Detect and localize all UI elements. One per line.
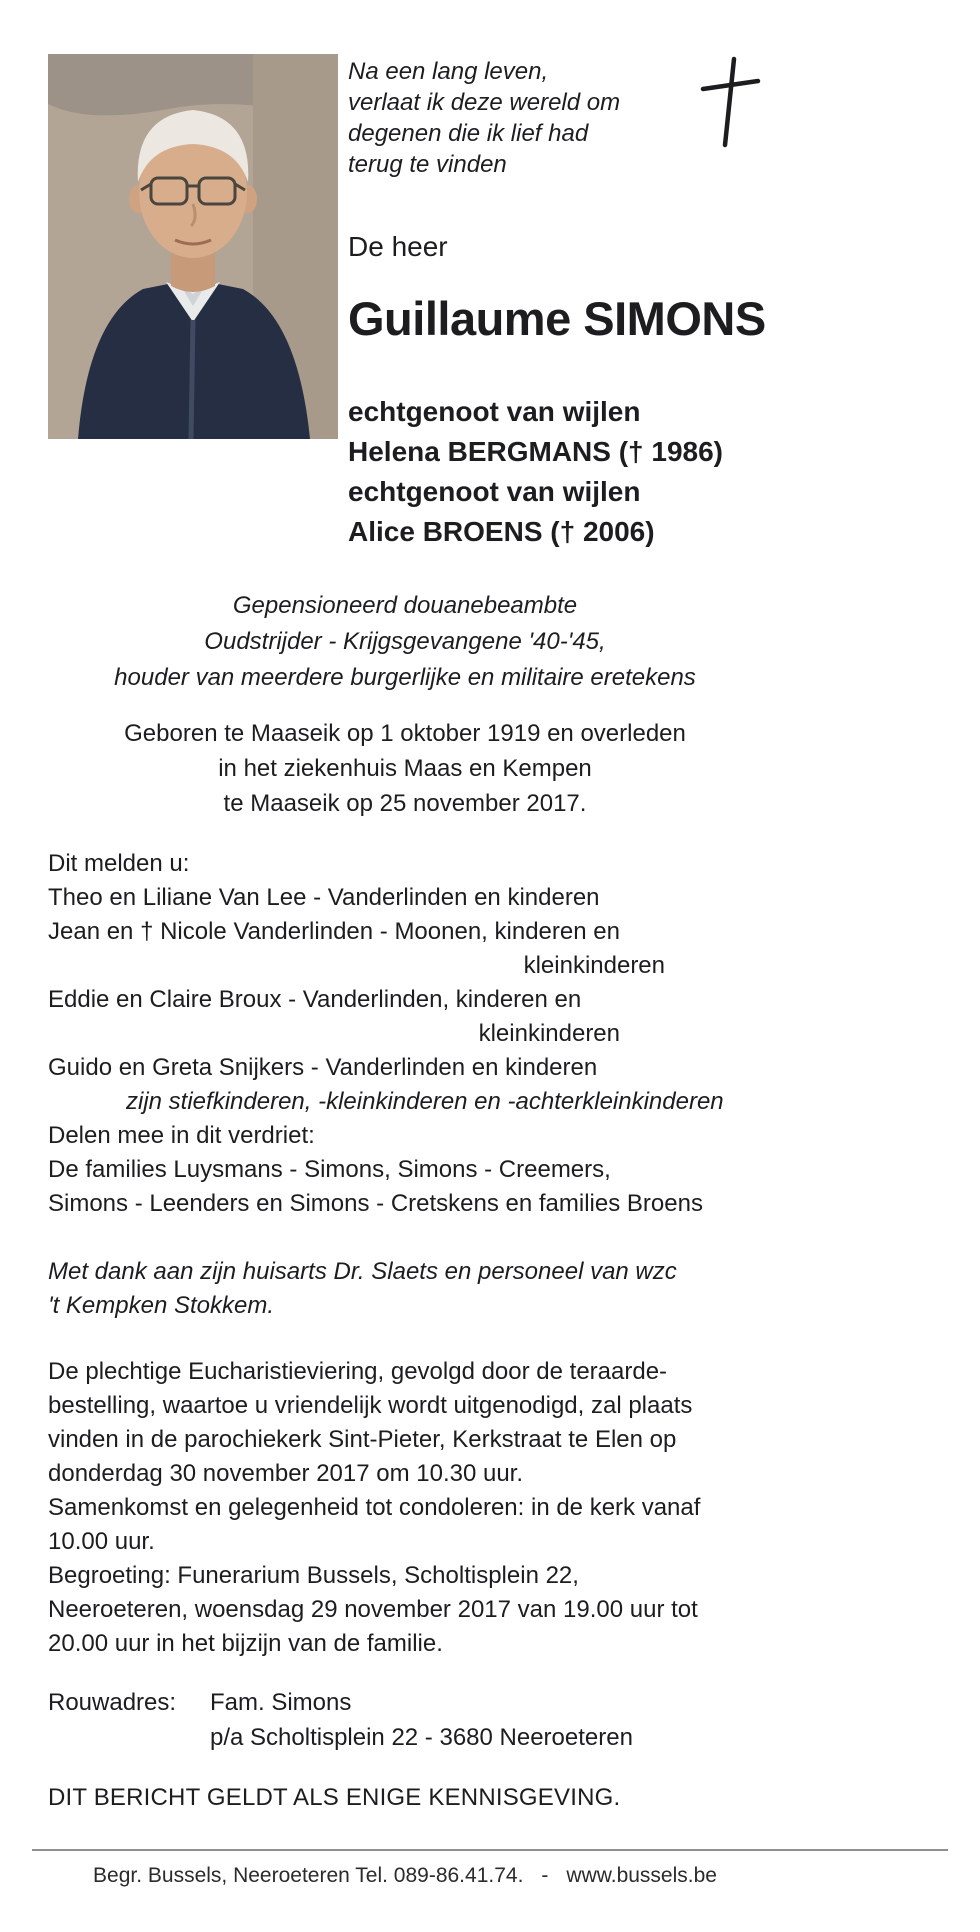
- thanks-line: 't Kempken Stokkem.: [48, 1292, 275, 1319]
- family-line: Eddie en Claire Broux - Vanderlinden, kinderen en: [48, 986, 582, 1013]
- family-line: Theo en Liliane Van Lee - Vanderlinden en kinderen: [48, 884, 600, 911]
- quote-line: verlaat ik deze wereld om: [348, 89, 621, 116]
- honors-line: Oudstrijder - Krijgsgevangene '40-'45,: [204, 628, 606, 655]
- spouse-line: echtgenoot van wijlen: [348, 396, 641, 427]
- spouse-block: [348, 392, 766, 552]
- final-notice: DIT BERICHT GELDT ALS ENIGE KENNISGEVING.: [48, 1784, 621, 1811]
- salutation: De heer: [348, 231, 448, 262]
- memorial-cross-icon: [694, 56, 766, 148]
- honors-block: [48, 588, 762, 696]
- ceremony-line: 20.00 uur in het bijzijn van de familie.: [48, 1630, 443, 1657]
- family-intro: Dit melden u:: [48, 850, 190, 877]
- thanks-block: [48, 1255, 762, 1323]
- family-line: Guido en Greta Snijkers - Vanderlinden en kinderen: [48, 1054, 598, 1081]
- grief-intro: Delen mee in dit verdriet:: [48, 1122, 315, 1149]
- quote-line: terug te vinden: [348, 151, 507, 178]
- funeral-home-website: www.bussels.be: [566, 1864, 717, 1887]
- family-line: Jean en † Nicole Vanderlinden - Moonen, kinderen en: [48, 918, 620, 945]
- family-announcement-block: [48, 847, 762, 1221]
- honors-line: Gepensioneerd douanebeambte: [232, 592, 578, 619]
- family-line-continuation: kleinkinderen: [478, 1020, 620, 1047]
- header-section: [48, 54, 766, 552]
- footer-separator: -: [541, 1864, 549, 1887]
- honors-line: houder van meerdere burgerlijke en militaire eretekens: [114, 664, 696, 691]
- birth-death-line: in het ziekenhuis Maas en Kempen: [218, 755, 592, 782]
- mourning-address-line: p/a Scholtisplein 22 - 3680 Neeroeteren: [210, 1724, 633, 1751]
- footer-divider: [32, 1849, 948, 1851]
- ceremony-line: Begroeting: Funerarium Bussels, Scholtisplein 22,: [48, 1562, 579, 1589]
- mourning-address-value: [210, 1685, 633, 1755]
- ceremony-line: bestelling, waartoe u vriendelijk wordt uitgenodigd, zal plaats: [48, 1392, 693, 1419]
- birth-death-line: te Maaseik op 25 november 2017.: [223, 790, 587, 817]
- thanks-line: Met dank aan zijn huisarts Dr. Slaets en personeel van wzc: [48, 1258, 677, 1285]
- funeral-home-contact: Begr. Bussels, Neeroeteren Tel. 089-86.41.74.: [93, 1864, 524, 1887]
- spouse-line: echtgenoot van wijlen: [348, 476, 641, 507]
- stepchildren-line: zijn stiefkinderen, -kleinkinderen en -achterkleinkinderen: [126, 1088, 724, 1115]
- ceremony-line: donderdag 30 november 2017 om 10.30 uur.: [48, 1460, 524, 1487]
- ceremony-line: 10.00 uur.: [48, 1528, 155, 1555]
- header-text-column: [338, 54, 766, 552]
- portrait-illustration: [48, 54, 338, 439]
- spouse-line: Helena BERGMANS († 1986): [348, 436, 724, 467]
- birth-death-block: [48, 716, 762, 821]
- ceremony-line: De plechtige Eucharistieviering, gevolgd door de teraarde-: [48, 1358, 668, 1385]
- mourning-address-block: [48, 1685, 762, 1755]
- spouse-line: Alice BROENS († 2006): [348, 516, 655, 547]
- families-line: Simons - Leenders en Simons - Cretskens en families Broens: [48, 1190, 703, 1217]
- ceremony-block: [48, 1355, 762, 1661]
- quote-line: Na een lang leven,: [348, 58, 549, 85]
- portrait-photo: [48, 54, 338, 439]
- mourning-address-line: Fam. Simons: [210, 1689, 352, 1716]
- obituary-content: [48, 54, 766, 1815]
- funeral-home-footer: [48, 1862, 762, 1890]
- family-line-continuation: kleinkinderen: [523, 952, 665, 979]
- families-line: De families Luysmans - Simons, Simons - Creemers,: [48, 1156, 611, 1183]
- quote-line: degenen die ik lief had: [348, 120, 589, 147]
- ceremony-line: vinden in de parochiekerk Sint-Pieter, Kerkstraat te Elen op: [48, 1426, 677, 1453]
- mourning-address-label: Rouwadres:: [48, 1689, 177, 1716]
- deceased-name: Guillaume SIMONS: [348, 292, 766, 345]
- ceremony-line: Samenkomst en gelegenheid tot condoleren: in de kerk vanaf: [48, 1494, 701, 1521]
- ceremony-line: Neeroeteren, woensdag 29 november 2017 van 19.00 uur tot: [48, 1596, 698, 1623]
- birth-death-line: Geboren te Maaseik op 1 oktober 1919 en overleden: [124, 720, 686, 747]
